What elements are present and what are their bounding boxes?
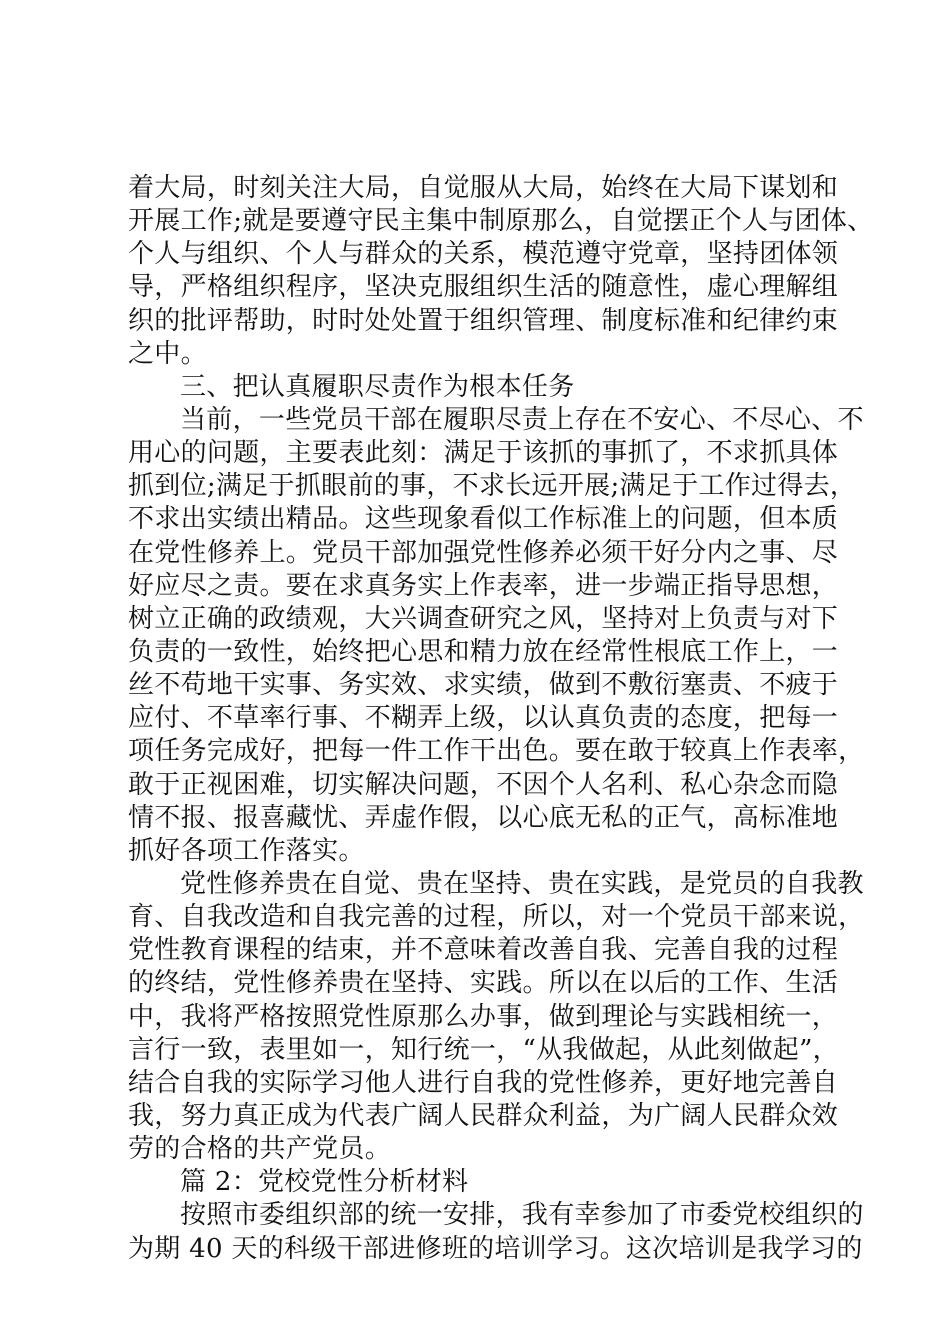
text-line: 育、自我改造和自我完善的过程，所以，对一个党员干部来说， (128, 902, 865, 933)
text-line: 个人与组织、个人与群众的关系，模范遵守党章，坚持团体领 (128, 239, 839, 270)
text-line: 为期 40 天的科级干部进修班的培训学习。这次培训是我学习的 (128, 1233, 863, 1264)
text-line: 丝不苟地干实事、务实效、求实绩，做到不敷衍塞责、不疲于 (128, 670, 839, 701)
text-line: 当前，一些党员干部在履职尽责上存在不安心、不尽心、不 (180, 404, 864, 435)
text-line: 言行一致，表里如一，知行统一，“从我做起，从此刻做起”， (128, 1034, 839, 1065)
text-line: 不求出实绩出精品。这些现象看似工作标准上的问题，但本质 (128, 504, 839, 535)
text-line: 开展工作;就是要遵守民主集中制原那么，自觉摆正个人与团体、 (128, 206, 874, 237)
text-line: 负责的一致性，始终把心思和精力放在经常性根底工作上，一 (128, 636, 839, 667)
text-line: 用心的问题，主要表此刻：满足于该抓的事抓了，不求抓具体 (128, 438, 839, 469)
text-line: 树立正确的政绩观，大兴调查研究之风，坚持对上负责与对下 (128, 603, 839, 634)
text-line: 项任务完成好，把每一件工作干出色。要在敢于较真上作表率， (128, 736, 865, 767)
text-line: 好应尽之责。要在求真务实上作表率，进一步端正指导思想， (128, 570, 839, 601)
text-line: 劳的合格的共产党员。 (128, 1134, 392, 1165)
text-line: 之中。 (128, 338, 207, 369)
text-line: 抓到位;满足于抓眼前的事，不求长远开展;满足于工作过得去， (128, 471, 857, 502)
document-body (128, 172, 874, 1266)
text-line: 在党性修养上。党员干部加强党性修养必须干好分内之事、尽 (128, 537, 839, 568)
text-line: 抓好各项工作落实。 (128, 835, 365, 866)
text-line: 按照市委组织部的统一安排，我有幸参加了市委党校组织的 (180, 1200, 864, 1231)
text-line: 三、把认真履职尽责作为根本任务 (180, 371, 575, 402)
text-line: 我，努力真正成为代表广阔人民群众利益，为广阔人民群众效 (128, 1100, 839, 1131)
text-line: 的终结，党性修养贵在坚持、实践。所以在以后的工作、生活 (128, 968, 839, 999)
text-line: 党性修养贵在自觉、贵在坚持、贵在实践，是党员的自我教 (180, 868, 864, 899)
text-line: 导，严格组织程序，坚决克服组织生活的随意性，虚心理解组 (128, 272, 839, 303)
text-line: 情不报、报喜藏忧、弄虚作假，以心底无私的正气，高标准地 (128, 802, 839, 833)
text-line: 结合自我的实际学习他人进行自我的党性修养，更好地完善自 (128, 1067, 839, 1098)
text-line: 中，我将严格按照党性原那么办事，做到理论与实践相统一， (128, 1001, 839, 1032)
text-line: 敢于正视困难，切实解决问题，不因个人名利、私心杂念而隐 (128, 769, 839, 800)
text-line: 应付、不草率行事、不糊弄上级，以认真负责的态度，把每一 (128, 703, 839, 734)
text-line: 党性教育课程的结束，并不意味着改善自我、完善自我的过程 (128, 935, 839, 966)
text-line: 织的批评帮助，时时处处置于组织管理、制度标准和纪律约束 (128, 305, 839, 336)
text-line: 篇 2：党校党性分析材料 (180, 1167, 469, 1198)
text-line: 着大局，时刻关注大局，自觉服从大局，始终在大局下谋划和 (128, 173, 839, 203)
